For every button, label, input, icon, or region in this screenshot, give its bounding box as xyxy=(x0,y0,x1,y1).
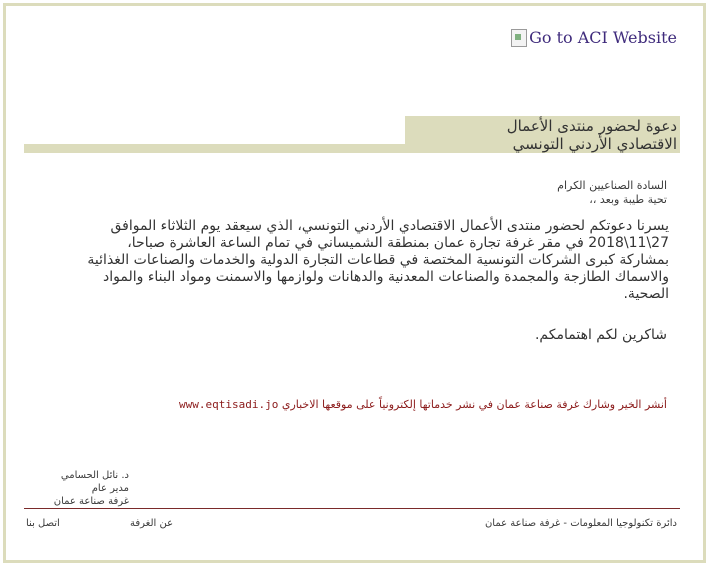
signature-role: مدير عام xyxy=(91,483,129,494)
footer-rule xyxy=(24,508,680,509)
closing-text: شاكرين لكم اهتمامكم. xyxy=(534,327,667,343)
salutation xyxy=(557,179,667,207)
body-line-5: الصحية. xyxy=(623,286,669,302)
footer-department: دائرة تكنولوجيا المعلومات - غرفة صناعة عمان xyxy=(484,518,677,529)
news-site-link[interactable]: www.eqtisadi.jo xyxy=(178,398,279,411)
signature-name: د. نائل الحسامي xyxy=(60,470,129,481)
logo-alt-text: Go to ACI Website xyxy=(529,28,677,47)
aci-website-link[interactable] xyxy=(511,28,677,47)
invitation-body xyxy=(29,218,669,303)
promo-line xyxy=(179,398,667,411)
salutation-line-2: تحية طيبة وبعد ،، xyxy=(589,193,667,206)
body-line-3: بمشاركة كبرى الشركات التونسية المختصة في قطاعات التجارة الدولية والخدمات والصناعات الغذائية xyxy=(87,252,669,268)
signature-org: غرفة صناعة عمان xyxy=(53,496,129,507)
title-line-2: الاقتصادي الأردني التونسي xyxy=(512,135,677,153)
signature xyxy=(24,469,129,508)
invitation-title xyxy=(507,117,677,153)
promo-text: أنشر الخير وشارك غرفة صناعة عمان في نشر خدماتها إلكترونياً على موقعها الاخباري xyxy=(281,398,667,411)
title-line-1: دعوة لحضور منتدى الأعمال xyxy=(506,117,677,135)
body-line-4: والاسماك الطازجة والمجمدة والصناعات المعدنية والدهانات ولوازمها والاسمنت ومواد البناء والمواد xyxy=(103,269,669,285)
broken-image-icon xyxy=(511,29,527,47)
salutation-line-1: السادة الصناعيين الكرام xyxy=(557,179,667,192)
body-line-1: يسرنا دعوتكم لحضور منتدى الأعمال الاقتصادي الأردني التونسي، الذي سيعقد يوم الثلاثاء الموافق xyxy=(110,218,669,234)
footer-contact-link[interactable]: اتصل بنا xyxy=(26,518,60,529)
footer-about-link[interactable]: عن الغرفة xyxy=(130,518,174,529)
body-line-2: 27\11\2018 في مقر غرفة تجارة عمان بمنطقة الشميساني في تمام الساعة العاشرة صباحا، xyxy=(127,235,669,251)
